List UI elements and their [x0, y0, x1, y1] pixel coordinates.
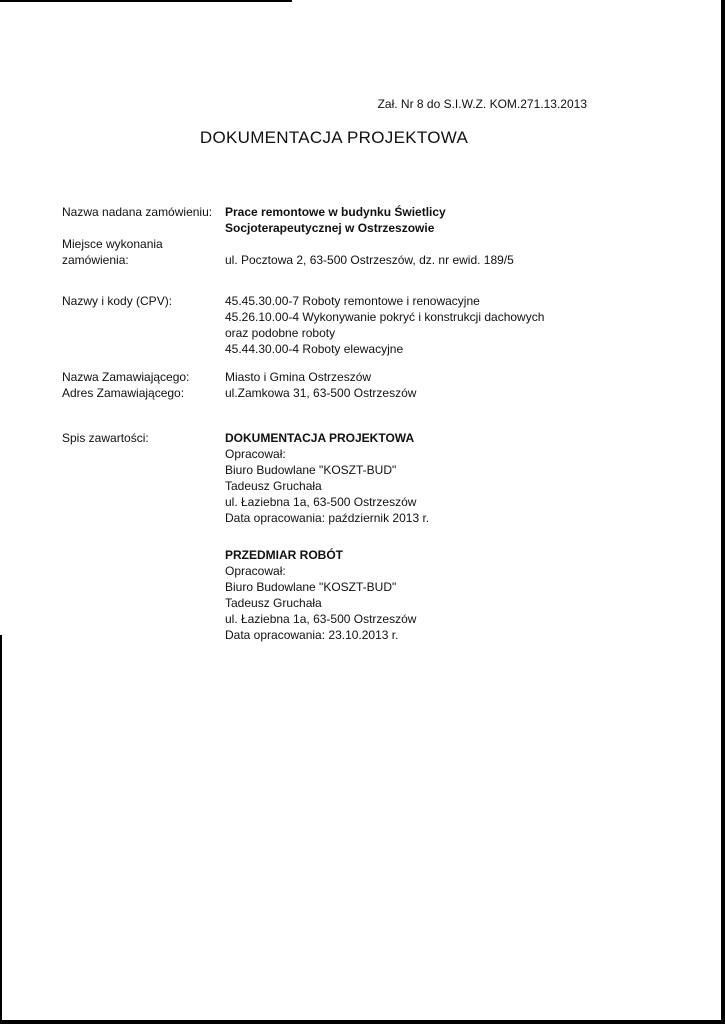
cpv-line: 45.44.30.00-4 Roboty elewacyjne [225, 342, 404, 356]
location-label [62, 236, 163, 268]
cpv-values [225, 293, 544, 357]
contents-line: Opracował: [225, 564, 286, 578]
contents-line: ul. Łaziebna 1a, 63-500 Ostrzeszów [225, 612, 417, 626]
scan-edge-top [0, 0, 292, 2]
contents-label: Spis zawartości: [62, 431, 149, 445]
client-name-label: Nazwa Zamawiającego: [62, 370, 190, 384]
contents-line: Tadeusz Gruchała [225, 479, 322, 493]
location-label-line: zamówienia: [62, 253, 129, 267]
client-address-label: Adres Zamawiającego: [62, 386, 185, 400]
contents-section-heading: PRZEDMIAR ROBÓT [225, 548, 343, 562]
order-name-label: Nazwa nadana zamówieniu: [62, 205, 213, 219]
contents-line: ul. Łaziebna 1a, 63-500 Ostrzeszów [225, 495, 417, 509]
attachment-reference: Zał. Nr 8 do S.I.W.Z. KOM.271.13.2013 [377, 97, 587, 111]
document-title: DOKUMENTACJA PROJEKTOWA [199, 128, 469, 147]
scan-edge-right [721, 0, 725, 1024]
contents-line: Data opracowania: październik 2013 r. [225, 511, 430, 525]
contents-section-heading: DOKUMENTACJA PROJEKTOWA [225, 431, 415, 445]
cpv-line: 45.45.30.00-7 Roboty remontowe i renowacyjne [225, 294, 480, 308]
cpv-label: Nazwy i kody (CPV): [62, 294, 173, 308]
contents-section-design-docs [225, 430, 429, 526]
contents-line: Data opracowania: 23.10.2013 r. [225, 628, 399, 642]
contents-line: Opracował: [225, 447, 286, 461]
client-values [225, 369, 416, 401]
contents-line: Biuro Budowlane "KOSZT-BUD" [225, 463, 397, 477]
contents-line: Biuro Budowlane "KOSZT-BUD" [225, 580, 397, 594]
cpv-line: oraz podobne roboty [225, 326, 336, 340]
scan-edge-left [0, 635, 2, 1024]
order-name-line: Socjoterapeutycznej w Ostrzeszowie [225, 221, 435, 235]
contents-section-bill-of-quantities [225, 547, 416, 643]
order-name-value [225, 204, 446, 236]
order-name-line: Prace remontowe w budynku Świetlicy [225, 205, 446, 219]
location-label-line: Miejsce wykonania [62, 237, 163, 251]
client-name-value: Miasto i Gmina Ostrzeszów [225, 370, 372, 384]
scan-edge-bottom [0, 1020, 725, 1024]
cpv-line: 45.26.10.00-4 Wykonywanie pokryć i konstrukcji dachowych [225, 310, 545, 324]
client-labels [62, 369, 189, 401]
client-address-value: ul.Zamkowa 31, 63-500 Ostrzeszów [225, 386, 417, 400]
location-value: ul. Pocztowa 2, 63-500 Ostrzeszów, dz. nr ewid. 189/5 [225, 253, 514, 267]
contents-line: Tadeusz Gruchała [225, 596, 322, 610]
